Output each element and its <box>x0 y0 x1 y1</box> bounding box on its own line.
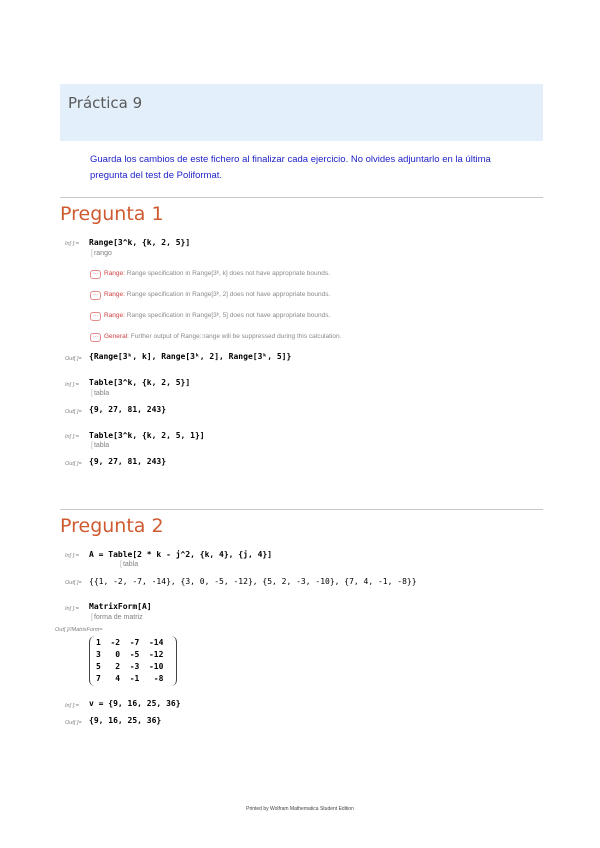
section-heading: Pregunta 2 <box>60 515 164 537</box>
input-label: In[ ]:= <box>65 434 79 440</box>
output-label: Out[ ]= <box>65 720 82 726</box>
autocomplete-hint: [ forma de matriz <box>91 614 143 621</box>
input-label: In[ ]:= <box>65 241 79 247</box>
autocomplete-hint: [ tabla <box>91 390 109 397</box>
output-value: {Range[3ᵏ, k], Range[3ᵏ, 2], Range[3ᵏ, 5]} <box>89 352 292 361</box>
input-code[interactable]: A = Table[2 * k - j^2, {k, 4}, {j, 4}] <box>89 550 273 559</box>
output-label: Out[ ]= <box>65 580 82 586</box>
message-line: ··· General: Further output of Range::range will be suppressed during this calculation. <box>90 333 341 342</box>
autocomplete-hint: [ rango <box>91 250 112 257</box>
matrix-row: 7 4 -1 -8 <box>96 674 164 683</box>
message-dots-icon[interactable]: ··· <box>90 291 101 300</box>
matrixform-label: Out[ ]//MatrixForm= <box>55 627 103 633</box>
title-cell <box>60 84 543 141</box>
matrix-output <box>89 636 177 686</box>
input-label: In[ ]:= <box>65 703 79 709</box>
output-value: {9, 27, 81, 243} <box>89 457 167 466</box>
input-code[interactable]: Range[3^k, {k, 2, 5}] <box>89 238 191 247</box>
input-label: In[ ]:= <box>65 553 79 559</box>
message-line: ··· Range: Range specification in Range[3ᵏ, k] does not have appropriate bounds. <box>90 270 330 279</box>
section-heading: Pregunta 1 <box>60 203 164 225</box>
message-line: ··· Range: Range specification in Range[3ᵏ, 5] does not have appropriate bounds. <box>90 312 330 321</box>
matrix-row: 3 0 -5 -12 <box>96 650 164 659</box>
print-footer: Printed by Wolfram Mathematica Student Edition <box>246 806 354 812</box>
input-code[interactable]: v = {9, 16, 25, 36} <box>89 699 181 708</box>
output-label: Out[ ]= <box>65 356 82 362</box>
input-code[interactable]: Table[3^k, {k, 2, 5, 1}] <box>89 431 205 440</box>
input-code[interactable]: Table[3^k, {k, 2, 5}] <box>89 378 191 387</box>
autocomplete-hint: [ tabla <box>120 561 138 568</box>
divider <box>60 197 543 198</box>
output-label: Out[ ]= <box>65 409 82 415</box>
instructions-text: Guarda los cambios de este fichero al finalizar cada ejercicio. No olvides adjuntarlo en la última pregunta del test de Poliformat. <box>90 154 491 181</box>
output-value: {9, 16, 25, 36} <box>89 716 162 725</box>
matrix-row: 1 -2 -7 -14 <box>96 638 164 647</box>
input-label: In[ ]:= <box>65 606 79 612</box>
output-label: Out[ ]= <box>65 461 82 467</box>
divider <box>60 509 543 510</box>
input-label: In[ ]:= <box>65 382 79 388</box>
message-dots-icon[interactable]: ··· <box>90 333 101 342</box>
message-dots-icon[interactable]: ··· <box>90 312 101 321</box>
matrix-row: 5 2 -3 -10 <box>96 662 164 671</box>
autocomplete-hint: [ tabla <box>91 442 109 449</box>
output-value: {{1, -2, -7, -14}, {3, 0, -5, -12}, {5, 2, -3, -10}, {7, 4, -1, -8}} <box>89 577 417 586</box>
message-dots-icon[interactable]: ··· <box>90 270 101 279</box>
message-line: ··· Range: Range specification in Range[3ᵏ, 2] does not have appropriate bounds. <box>90 291 330 300</box>
page-title: Práctica 9 <box>68 94 143 112</box>
output-value: {9, 27, 81, 243} <box>89 405 167 414</box>
input-code[interactable]: MatrixForm[A] <box>89 602 152 611</box>
